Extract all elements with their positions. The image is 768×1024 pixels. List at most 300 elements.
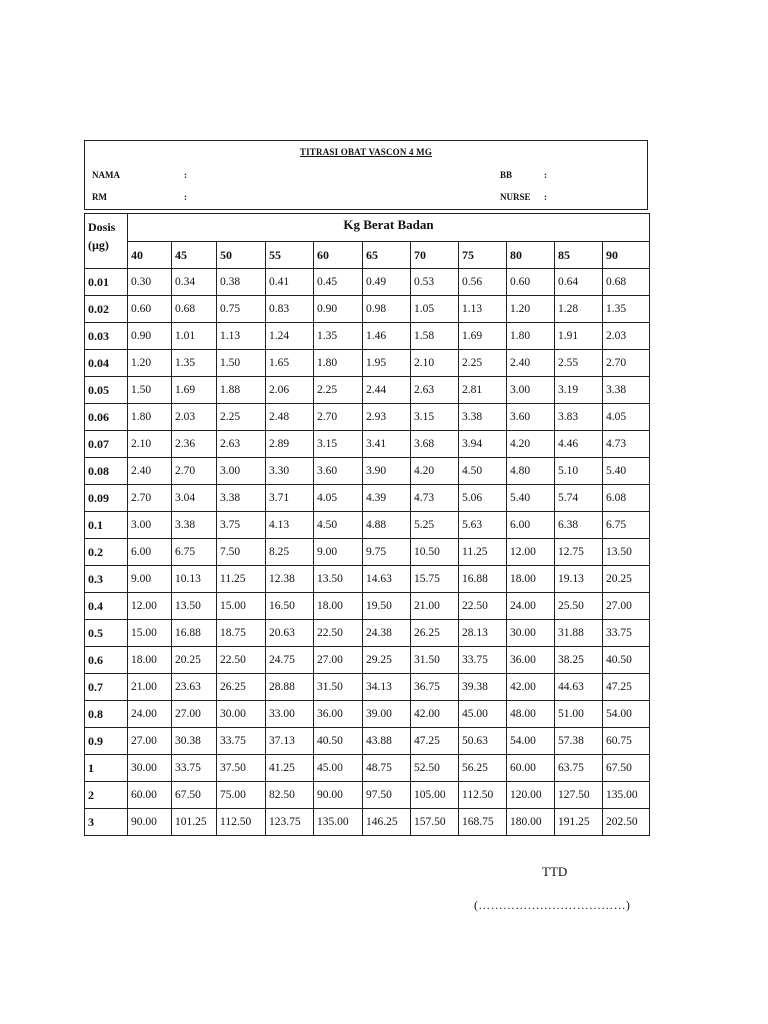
table-group-header-row — [85, 214, 650, 242]
value-cell: 2.93 — [363, 404, 411, 431]
table-row — [85, 269, 650, 296]
value-cell: 22.50 — [217, 647, 266, 674]
value-cell: 42.00 — [411, 701, 459, 728]
value-cell: 3.19 — [555, 377, 603, 404]
value-cell: 75.00 — [217, 782, 266, 809]
value-cell: 20.63 — [266, 620, 314, 647]
value-cell: 37.13 — [266, 728, 314, 755]
rm-label: RM — [92, 192, 107, 202]
table-row — [85, 701, 650, 728]
value-cell: 4.73 — [603, 431, 650, 458]
value-cell: 30.00 — [217, 701, 266, 728]
value-cell: 2.70 — [128, 485, 172, 512]
value-cell: 112.50 — [217, 809, 266, 836]
weight-header-cell: 85 — [555, 242, 603, 269]
value-cell: 27.00 — [172, 701, 217, 728]
value-cell: 43.88 — [363, 728, 411, 755]
value-cell: 3.38 — [459, 404, 507, 431]
value-cell: 2.70 — [172, 458, 217, 485]
nama-colon: : — [184, 170, 187, 180]
weight-header-cell: 50 — [217, 242, 266, 269]
value-cell: 1.05 — [411, 296, 459, 323]
weight-header-cell: 45 — [172, 242, 217, 269]
value-cell: 1.80 — [314, 350, 363, 377]
value-cell: 22.50 — [459, 593, 507, 620]
value-cell: 16.88 — [459, 566, 507, 593]
value-cell: 1.35 — [314, 323, 363, 350]
weight-header-cell: 70 — [411, 242, 459, 269]
value-cell: 0.75 — [217, 296, 266, 323]
signature-label: TTD — [542, 864, 568, 879]
value-cell: 2.40 — [507, 350, 555, 377]
value-cell: 42.00 — [507, 674, 555, 701]
value-cell: 2.55 — [555, 350, 603, 377]
value-cell: 202.50 — [603, 809, 650, 836]
value-cell: 12.00 — [507, 539, 555, 566]
value-cell: 4.13 — [266, 512, 314, 539]
value-cell: 27.00 — [128, 728, 172, 755]
value-cell: 24.00 — [128, 701, 172, 728]
value-cell: 24.38 — [363, 620, 411, 647]
value-cell: 28.88 — [266, 674, 314, 701]
value-cell: 15.75 — [411, 566, 459, 593]
dose-cell: 0.09 — [85, 485, 128, 512]
table-row — [85, 350, 650, 377]
value-cell: 13.50 — [603, 539, 650, 566]
value-cell: 67.50 — [603, 755, 650, 782]
value-cell: 39.00 — [363, 701, 411, 728]
value-cell: 26.25 — [411, 620, 459, 647]
value-cell: 2.36 — [172, 431, 217, 458]
value-cell: 6.75 — [172, 539, 217, 566]
dose-cell: 0.05 — [85, 377, 128, 404]
value-cell: 10.13 — [172, 566, 217, 593]
dose-cell: 0.06 — [85, 404, 128, 431]
weight-header-cell: 75 — [459, 242, 507, 269]
value-cell: 31.88 — [555, 620, 603, 647]
value-cell: 127.50 — [555, 782, 603, 809]
value-cell: 39.38 — [459, 674, 507, 701]
table-row — [85, 323, 650, 350]
value-cell: 82.50 — [266, 782, 314, 809]
value-cell: 2.70 — [603, 350, 650, 377]
nurse-colon: : — [544, 192, 547, 202]
value-cell: 1.69 — [172, 377, 217, 404]
weight-header-cell: 60 — [314, 242, 363, 269]
dose-cell: 2 — [85, 782, 128, 809]
table-row — [85, 566, 650, 593]
value-cell: 34.13 — [363, 674, 411, 701]
value-cell: 21.00 — [128, 674, 172, 701]
value-cell: 27.00 — [603, 593, 650, 620]
value-cell: 3.00 — [128, 512, 172, 539]
value-cell: 3.60 — [507, 404, 555, 431]
value-cell: 45.00 — [459, 701, 507, 728]
table-row — [85, 755, 650, 782]
table-row — [85, 377, 650, 404]
value-cell: 5.40 — [603, 458, 650, 485]
value-cell: 135.00 — [603, 782, 650, 809]
value-cell: 60.00 — [128, 782, 172, 809]
value-cell: 0.41 — [266, 269, 314, 296]
value-cell: 9.00 — [128, 566, 172, 593]
weight-group-header: Kg Berat Badan — [128, 214, 650, 242]
value-cell: 2.10 — [128, 431, 172, 458]
dosis-unit-label: (µg) — [88, 238, 109, 252]
value-cell: 38.25 — [555, 647, 603, 674]
value-cell: 1.50 — [217, 350, 266, 377]
value-cell: 20.25 — [603, 566, 650, 593]
value-cell: 0.49 — [363, 269, 411, 296]
value-cell: 9.75 — [363, 539, 411, 566]
value-cell: 1.65 — [266, 350, 314, 377]
dose-cell: 0.01 — [85, 269, 128, 296]
value-cell: 24.00 — [507, 593, 555, 620]
value-cell: 21.00 — [411, 593, 459, 620]
value-cell: 48.00 — [507, 701, 555, 728]
value-cell: 4.39 — [363, 485, 411, 512]
value-cell: 3.30 — [266, 458, 314, 485]
value-cell: 1.46 — [363, 323, 411, 350]
value-cell: 30.00 — [507, 620, 555, 647]
value-cell: 0.90 — [128, 323, 172, 350]
value-cell: 31.50 — [314, 674, 363, 701]
value-cell: 10.50 — [411, 539, 459, 566]
value-cell: 112.50 — [459, 782, 507, 809]
value-cell: 48.75 — [363, 755, 411, 782]
value-cell: 6.00 — [507, 512, 555, 539]
table-row — [85, 539, 650, 566]
table-row — [85, 674, 650, 701]
value-cell: 3.41 — [363, 431, 411, 458]
value-cell: 33.75 — [459, 647, 507, 674]
value-cell: 123.75 — [266, 809, 314, 836]
value-cell: 90.00 — [314, 782, 363, 809]
value-cell: 12.00 — [128, 593, 172, 620]
value-cell: 54.00 — [603, 701, 650, 728]
dose-cell: 0.2 — [85, 539, 128, 566]
value-cell: 33.75 — [172, 755, 217, 782]
value-cell: 1.95 — [363, 350, 411, 377]
value-cell: 2.89 — [266, 431, 314, 458]
table-row — [85, 458, 650, 485]
value-cell: 36.00 — [314, 701, 363, 728]
value-cell: 4.50 — [314, 512, 363, 539]
dose-cell: 0.3 — [85, 566, 128, 593]
value-cell: 40.50 — [603, 647, 650, 674]
value-cell: 50.63 — [459, 728, 507, 755]
document-title: TITRASI OBAT VASCON 4 MG — [299, 147, 433, 157]
value-cell: 3.38 — [172, 512, 217, 539]
dose-cell: 0.08 — [85, 458, 128, 485]
value-cell: 4.46 — [555, 431, 603, 458]
value-cell: 1.01 — [172, 323, 217, 350]
value-cell: 3.60 — [314, 458, 363, 485]
value-cell: 9.00 — [314, 539, 363, 566]
value-cell: 1.13 — [217, 323, 266, 350]
value-cell: 0.56 — [459, 269, 507, 296]
value-cell: 5.40 — [507, 485, 555, 512]
bb-label: BB — [500, 170, 513, 180]
value-cell: 3.00 — [217, 458, 266, 485]
value-cell: 191.25 — [555, 809, 603, 836]
dose-cell: 0.6 — [85, 647, 128, 674]
value-cell: 22.50 — [314, 620, 363, 647]
table-row — [85, 647, 650, 674]
value-cell: 28.13 — [459, 620, 507, 647]
value-cell: 3.94 — [459, 431, 507, 458]
dose-cell: 0.1 — [85, 512, 128, 539]
value-cell: 0.90 — [314, 296, 363, 323]
table-row — [85, 485, 650, 512]
value-cell: 15.00 — [128, 620, 172, 647]
dose-cell: 1 — [85, 755, 128, 782]
value-cell: 3.15 — [411, 404, 459, 431]
value-cell: 18.00 — [128, 647, 172, 674]
nurse-label: NURSE — [500, 192, 531, 202]
value-cell: 11.25 — [459, 539, 507, 566]
value-cell: 6.00 — [128, 539, 172, 566]
value-cell: 26.25 — [217, 674, 266, 701]
value-cell: 97.50 — [363, 782, 411, 809]
value-cell: 3.68 — [411, 431, 459, 458]
value-cell: 1.88 — [217, 377, 266, 404]
value-cell: 3.71 — [266, 485, 314, 512]
value-cell: 63.75 — [555, 755, 603, 782]
value-cell: 2.25 — [314, 377, 363, 404]
value-cell: 33.00 — [266, 701, 314, 728]
value-cell: 19.13 — [555, 566, 603, 593]
value-cell: 2.06 — [266, 377, 314, 404]
value-cell: 1.50 — [128, 377, 172, 404]
value-cell: 0.60 — [507, 269, 555, 296]
value-cell: 16.50 — [266, 593, 314, 620]
rm-colon: : — [184, 192, 187, 202]
value-cell: 2.10 — [411, 350, 459, 377]
value-cell: 45.00 — [314, 755, 363, 782]
table-row — [85, 404, 650, 431]
value-cell: 18.00 — [314, 593, 363, 620]
value-cell: 14.63 — [363, 566, 411, 593]
value-cell: 0.34 — [172, 269, 217, 296]
signature-line: (………………………………) — [474, 898, 631, 912]
table-row — [85, 431, 650, 458]
value-cell: 56.25 — [459, 755, 507, 782]
value-cell: 5.74 — [555, 485, 603, 512]
value-cell: 2.70 — [314, 404, 363, 431]
dose-cell: 0.07 — [85, 431, 128, 458]
value-cell: 33.75 — [603, 620, 650, 647]
value-cell: 4.05 — [603, 404, 650, 431]
value-cell: 27.00 — [314, 647, 363, 674]
value-cell: 30.00 — [128, 755, 172, 782]
value-cell: 3.75 — [217, 512, 266, 539]
value-cell: 101.25 — [172, 809, 217, 836]
value-cell: 4.20 — [411, 458, 459, 485]
dose-cell: 0.4 — [85, 593, 128, 620]
value-cell: 157.50 — [411, 809, 459, 836]
value-cell: 2.81 — [459, 377, 507, 404]
value-cell: 57.38 — [555, 728, 603, 755]
value-cell: 2.44 — [363, 377, 411, 404]
table-row — [85, 728, 650, 755]
value-cell: 1.28 — [555, 296, 603, 323]
value-cell: 1.20 — [507, 296, 555, 323]
value-cell: 47.25 — [603, 674, 650, 701]
dose-cell: 0.03 — [85, 323, 128, 350]
value-cell: 5.63 — [459, 512, 507, 539]
value-cell: 120.00 — [507, 782, 555, 809]
value-cell: 37.50 — [217, 755, 266, 782]
value-cell: 2.63 — [411, 377, 459, 404]
value-cell: 11.25 — [217, 566, 266, 593]
value-cell: 2.63 — [217, 431, 266, 458]
value-cell: 30.38 — [172, 728, 217, 755]
value-cell: 0.98 — [363, 296, 411, 323]
value-cell: 23.63 — [172, 674, 217, 701]
value-cell: 60.75 — [603, 728, 650, 755]
value-cell: 1.58 — [411, 323, 459, 350]
value-cell: 67.50 — [172, 782, 217, 809]
table-row — [85, 620, 650, 647]
weight-header-row — [85, 242, 650, 269]
value-cell: 4.50 — [459, 458, 507, 485]
bb-colon: : — [544, 170, 547, 180]
value-cell: 3.00 — [507, 377, 555, 404]
value-cell: 3.83 — [555, 404, 603, 431]
value-cell: 1.91 — [555, 323, 603, 350]
value-cell: 1.35 — [603, 296, 650, 323]
value-cell: 3.15 — [314, 431, 363, 458]
value-cell: 12.75 — [555, 539, 603, 566]
value-cell: 54.00 — [507, 728, 555, 755]
value-cell: 0.30 — [128, 269, 172, 296]
value-cell: 36.75 — [411, 674, 459, 701]
dose-cell: 0.8 — [85, 701, 128, 728]
value-cell: 6.08 — [603, 485, 650, 512]
value-cell: 12.38 — [266, 566, 314, 593]
value-cell: 1.20 — [128, 350, 172, 377]
value-cell: 2.40 — [128, 458, 172, 485]
value-cell: 13.50 — [314, 566, 363, 593]
dosis-header-cell — [85, 214, 128, 269]
value-cell: 16.88 — [172, 620, 217, 647]
table-row — [85, 809, 650, 836]
dose-cell: 0.9 — [85, 728, 128, 755]
value-cell: 29.25 — [363, 647, 411, 674]
value-cell: 33.75 — [217, 728, 266, 755]
value-cell: 2.48 — [266, 404, 314, 431]
value-cell: 105.00 — [411, 782, 459, 809]
value-cell: 4.20 — [507, 431, 555, 458]
value-cell: 41.25 — [266, 755, 314, 782]
dose-cell: 0.02 — [85, 296, 128, 323]
value-cell: 1.69 — [459, 323, 507, 350]
value-cell: 4.88 — [363, 512, 411, 539]
value-cell: 3.90 — [363, 458, 411, 485]
value-cell: 18.00 — [507, 566, 555, 593]
weight-header-cell: 55 — [266, 242, 314, 269]
value-cell: 52.50 — [411, 755, 459, 782]
value-cell: 2.25 — [459, 350, 507, 377]
table-row — [85, 512, 650, 539]
value-cell: 2.25 — [217, 404, 266, 431]
value-cell: 44.63 — [555, 674, 603, 701]
value-cell: 6.38 — [555, 512, 603, 539]
value-cell: 51.00 — [555, 701, 603, 728]
value-cell: 90.00 — [128, 809, 172, 836]
value-cell: 60.00 — [507, 755, 555, 782]
value-cell: 4.80 — [507, 458, 555, 485]
weight-header-cell: 90 — [603, 242, 650, 269]
value-cell: 6.75 — [603, 512, 650, 539]
dose-cell: 0.7 — [85, 674, 128, 701]
value-cell: 18.75 — [217, 620, 266, 647]
value-cell: 135.00 — [314, 809, 363, 836]
table-row — [85, 782, 650, 809]
value-cell: 8.25 — [266, 539, 314, 566]
titration-table-body — [85, 214, 650, 836]
value-cell: 168.75 — [459, 809, 507, 836]
value-cell: 0.45 — [314, 269, 363, 296]
value-cell: 0.38 — [217, 269, 266, 296]
value-cell: 1.35 — [172, 350, 217, 377]
value-cell: 1.80 — [507, 323, 555, 350]
value-cell: 19.50 — [363, 593, 411, 620]
value-cell: 0.60 — [128, 296, 172, 323]
dose-cell: 0.04 — [85, 350, 128, 377]
value-cell: 31.50 — [411, 647, 459, 674]
value-cell: 0.68 — [172, 296, 217, 323]
value-cell: 13.50 — [172, 593, 217, 620]
value-cell: 180.00 — [507, 809, 555, 836]
dosis-label: Dosis — [88, 220, 116, 234]
value-cell: 36.00 — [507, 647, 555, 674]
patient-header-box — [84, 140, 648, 210]
value-cell: 1.24 — [266, 323, 314, 350]
value-cell: 0.64 — [555, 269, 603, 296]
value-cell: 20.25 — [172, 647, 217, 674]
value-cell: 0.53 — [411, 269, 459, 296]
value-cell: 25.50 — [555, 593, 603, 620]
value-cell: 4.05 — [314, 485, 363, 512]
table-row — [85, 593, 650, 620]
value-cell: 7.50 — [217, 539, 266, 566]
value-cell: 3.38 — [217, 485, 266, 512]
table-row — [85, 296, 650, 323]
value-cell: 2.03 — [603, 323, 650, 350]
nama-label: NAMA — [92, 170, 120, 180]
value-cell: 24.75 — [266, 647, 314, 674]
titration-table — [84, 213, 650, 836]
weight-header-cell: 40 — [128, 242, 172, 269]
value-cell: 0.68 — [603, 269, 650, 296]
value-cell: 3.04 — [172, 485, 217, 512]
dose-cell: 0.5 — [85, 620, 128, 647]
value-cell: 1.80 — [128, 404, 172, 431]
value-cell: 0.83 — [266, 296, 314, 323]
value-cell: 47.25 — [411, 728, 459, 755]
value-cell: 5.25 — [411, 512, 459, 539]
value-cell: 3.38 — [603, 377, 650, 404]
value-cell: 2.03 — [172, 404, 217, 431]
weight-header-cell: 65 — [363, 242, 411, 269]
value-cell: 146.25 — [363, 809, 411, 836]
value-cell: 1.13 — [459, 296, 507, 323]
dose-cell: 3 — [85, 809, 128, 836]
value-cell: 40.50 — [314, 728, 363, 755]
weight-header-cell: 80 — [507, 242, 555, 269]
